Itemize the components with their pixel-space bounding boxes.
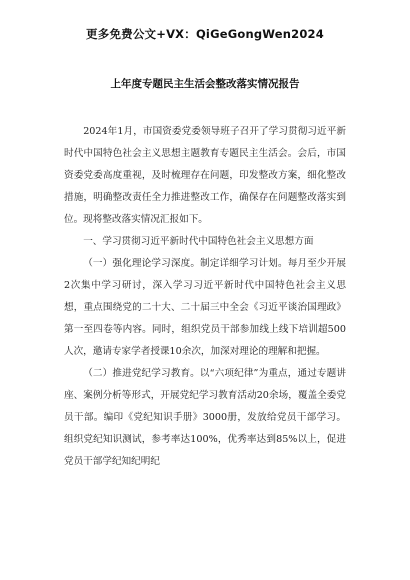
document-title: 上年度专题民主生活会整改落实情况报告 bbox=[110, 78, 300, 90]
paragraph-theory-study: （一）强化理论学习深度。制定详细学习计划。每月至少开展2次集中学习研讨，深入学习习近平新时代中国特色社会主义思想，重点围绕党的二十大、二十届三中全会《习近平谈治国理政》第一至四卷等内容。同时，组织党员干部参加线上线下培训超500人次，邀请专家学者授课10余次，加深对理论的理解和把握。 bbox=[64, 258, 346, 357]
paragraph-discipline-education: （二）推进党纪学习教育。以“六项纪律”为重点，通过专题讲座、案例分析等形式，开展党纪学习教育活动20余场，覆盖全委党员干部。编印《党纪知识手册》3000册，发放给党员干部学习。组织党纪知识测试，参考率达100%，优秀率达到85%以上，促进党员干部学纪知纪明纪 bbox=[64, 368, 346, 467]
section-heading-1: 一、学习贯彻习近平新时代中国特色社会主义思想方面 bbox=[83, 236, 314, 247]
watermark-header: 更多免费公文+VX：QiGeGongWen2024 bbox=[86, 27, 324, 41]
paragraph-intro: 2024年1月，市国资委党委领导班子召开了学习贯彻习近平新时代中国特色社会主义思想主题教育专题民主生活会。会后，市国资委党委高度重视，及时梳理存在问题，印发整改方案，细化整改措施，明确整改责任全力推进整改工作，确保存在问题整改落实到位。现将整改落实情况汇报如下。 bbox=[64, 126, 346, 225]
